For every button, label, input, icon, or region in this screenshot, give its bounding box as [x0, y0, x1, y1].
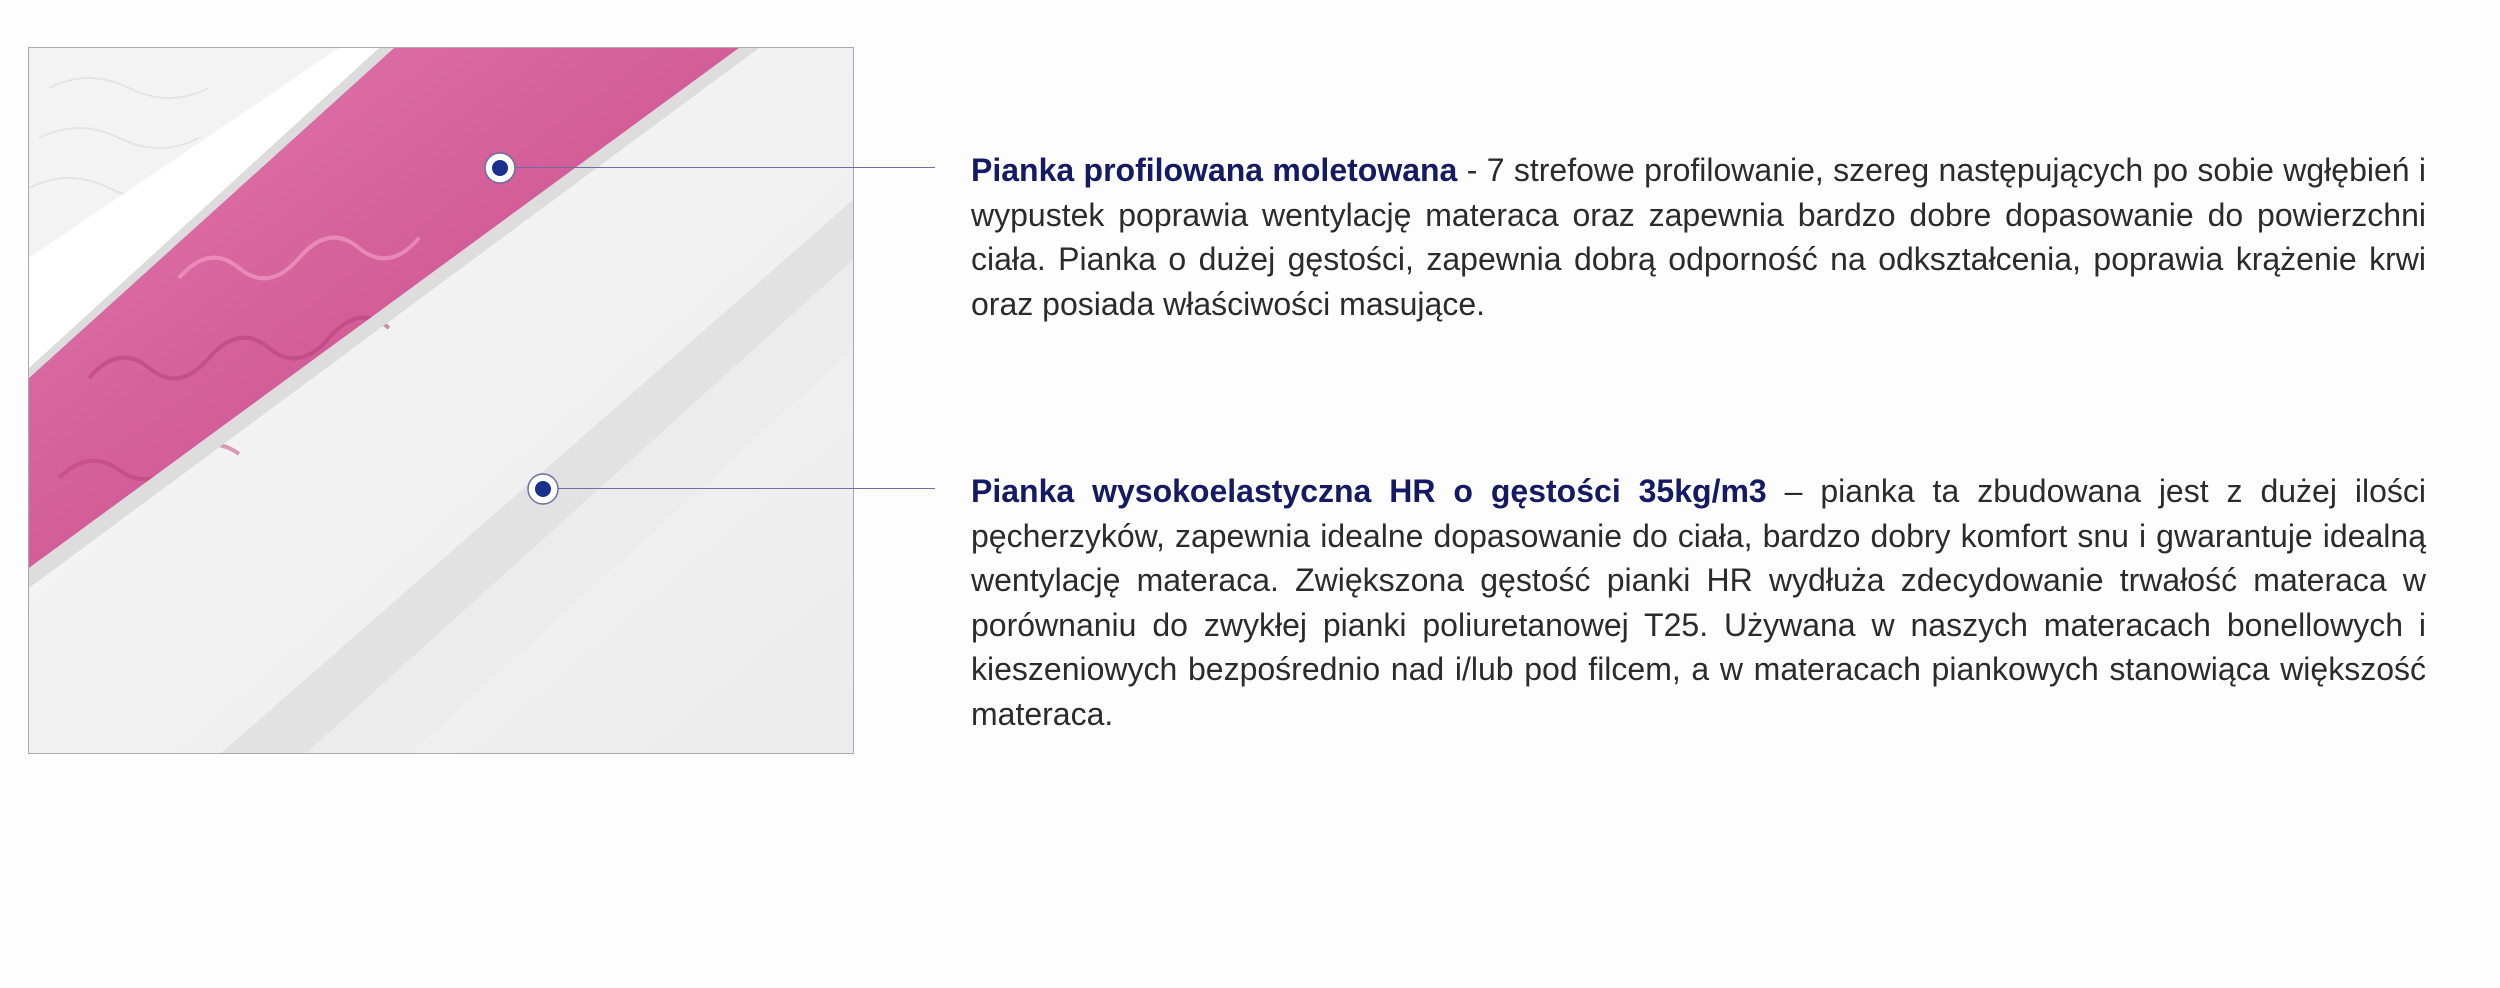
layer-description-2	[971, 469, 2426, 736]
layer-title-2: Pianka wysokoelastyczna HR o gęstości 35kg/m3	[971, 473, 1767, 509]
mattress-illustration	[29, 48, 854, 754]
layer-body-1: 7 strefowe profilowanie, szereg następujących po sobie wgłębień i wypustek poprawia wentylację materaca oraz zapewnia bardzo dobre dopasowanie do powierzchni ciała. Pianka o dużej gęstości, zapewnia dobrą odporność na odkształcenia, poprawia krążenie krwi oraz posiada właściwości masujące.	[971, 152, 2427, 322]
layer-title-1: Pianka profilowana moletowana	[971, 152, 1458, 188]
leader-line-1	[500, 167, 935, 168]
layer-body-2: pianka ta zbudowana jest z dużej ilości pęcherzyków, zapewnia idealne dopasowanie do ciała, bardzo dobry komfort snu i gwarantuje idealną wentylację materaca. Zwiększona gęstość pianki HR wydłuża zdecydowanie trwałość materaca w porównaniu do zwykłej pianki poliuretanowej T25. Używana w naszych materacach bonellowych i kieszeniowych bezpośrednio nad i/lub pod filcem, a w materacach piankowych stanowiąca większość materaca.	[971, 473, 2427, 732]
marker-dot-icon	[526, 472, 560, 506]
leader-line-2	[543, 488, 935, 489]
layer-description-1	[971, 148, 2426, 326]
layer-separator-2: –	[1766, 473, 1821, 509]
mattress-layers-image	[28, 47, 854, 754]
layer-separator-1: -	[1457, 152, 1487, 188]
marker-dot-icon	[483, 151, 517, 185]
